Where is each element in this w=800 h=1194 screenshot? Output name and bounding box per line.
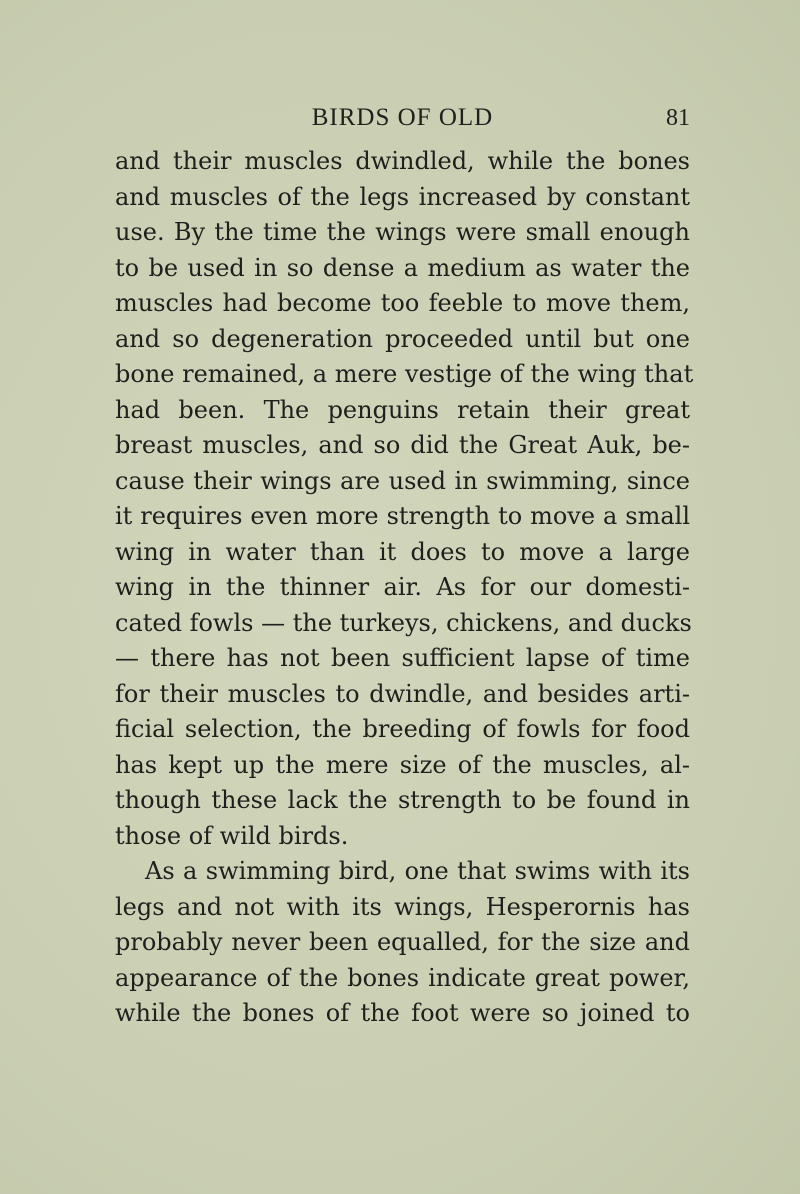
text-line: it requires even more strength to move a small <box>115 502 690 530</box>
text-line: wing in water than it does to move a large <box>115 537 690 566</box>
text-line: legs and not with its wings, Hesperornis has <box>115 892 690 921</box>
text-line: and their muscles dwindled, while the bones <box>115 147 690 175</box>
text-line: and so degeneration proceeded until but one <box>115 324 690 353</box>
text-line: to be used in so dense a medium as water the <box>115 253 690 282</box>
running-head: BIRDS OF OLD <box>311 104 494 131</box>
page-number: 81 <box>666 105 690 131</box>
text-line: use. By the time the wings were small enough <box>115 218 690 246</box>
text-line: muscles had become too feeble to move them, <box>115 289 690 317</box>
text-line: probably never been equalled, for the size and <box>115 928 690 956</box>
text-line: wing in the thinner air. As for our domesti- <box>115 573 690 601</box>
text-line: As a swimming bird, one that swims with its <box>145 857 690 885</box>
text-line: cause their wings are used in swimming, since <box>115 466 690 495</box>
text-line: bone remained, a mere vestige of the wing that <box>115 360 694 388</box>
page-header <box>115 100 690 136</box>
body-text <box>115 144 694 1032</box>
text-line: those of wild birds. <box>115 821 349 850</box>
text-line: has kept up the mere size of the muscles, al- <box>115 750 690 779</box>
text-line: while the bones of the foot were so joined to <box>115 999 690 1027</box>
text-line: for their muscles to dwindle, and besides arti- <box>115 679 690 708</box>
text-line: cated fowls — the turkeys, chickens, and ducks <box>115 608 692 637</box>
text-line: appearance of the bones indicate great power, <box>115 963 690 992</box>
text-line: breast muscles, and so did the Great Auk, be- <box>115 431 690 459</box>
text-line: — there has not been sufficient lapse of time <box>115 644 690 672</box>
text-line: had been. The penguins retain their great <box>115 395 690 424</box>
text-line: though these lack the strength to be found in <box>115 786 690 814</box>
text-line: ficial selection, the breeding of fowls for food <box>115 715 690 743</box>
text-line: and muscles of the legs increased by constant <box>115 182 690 211</box>
